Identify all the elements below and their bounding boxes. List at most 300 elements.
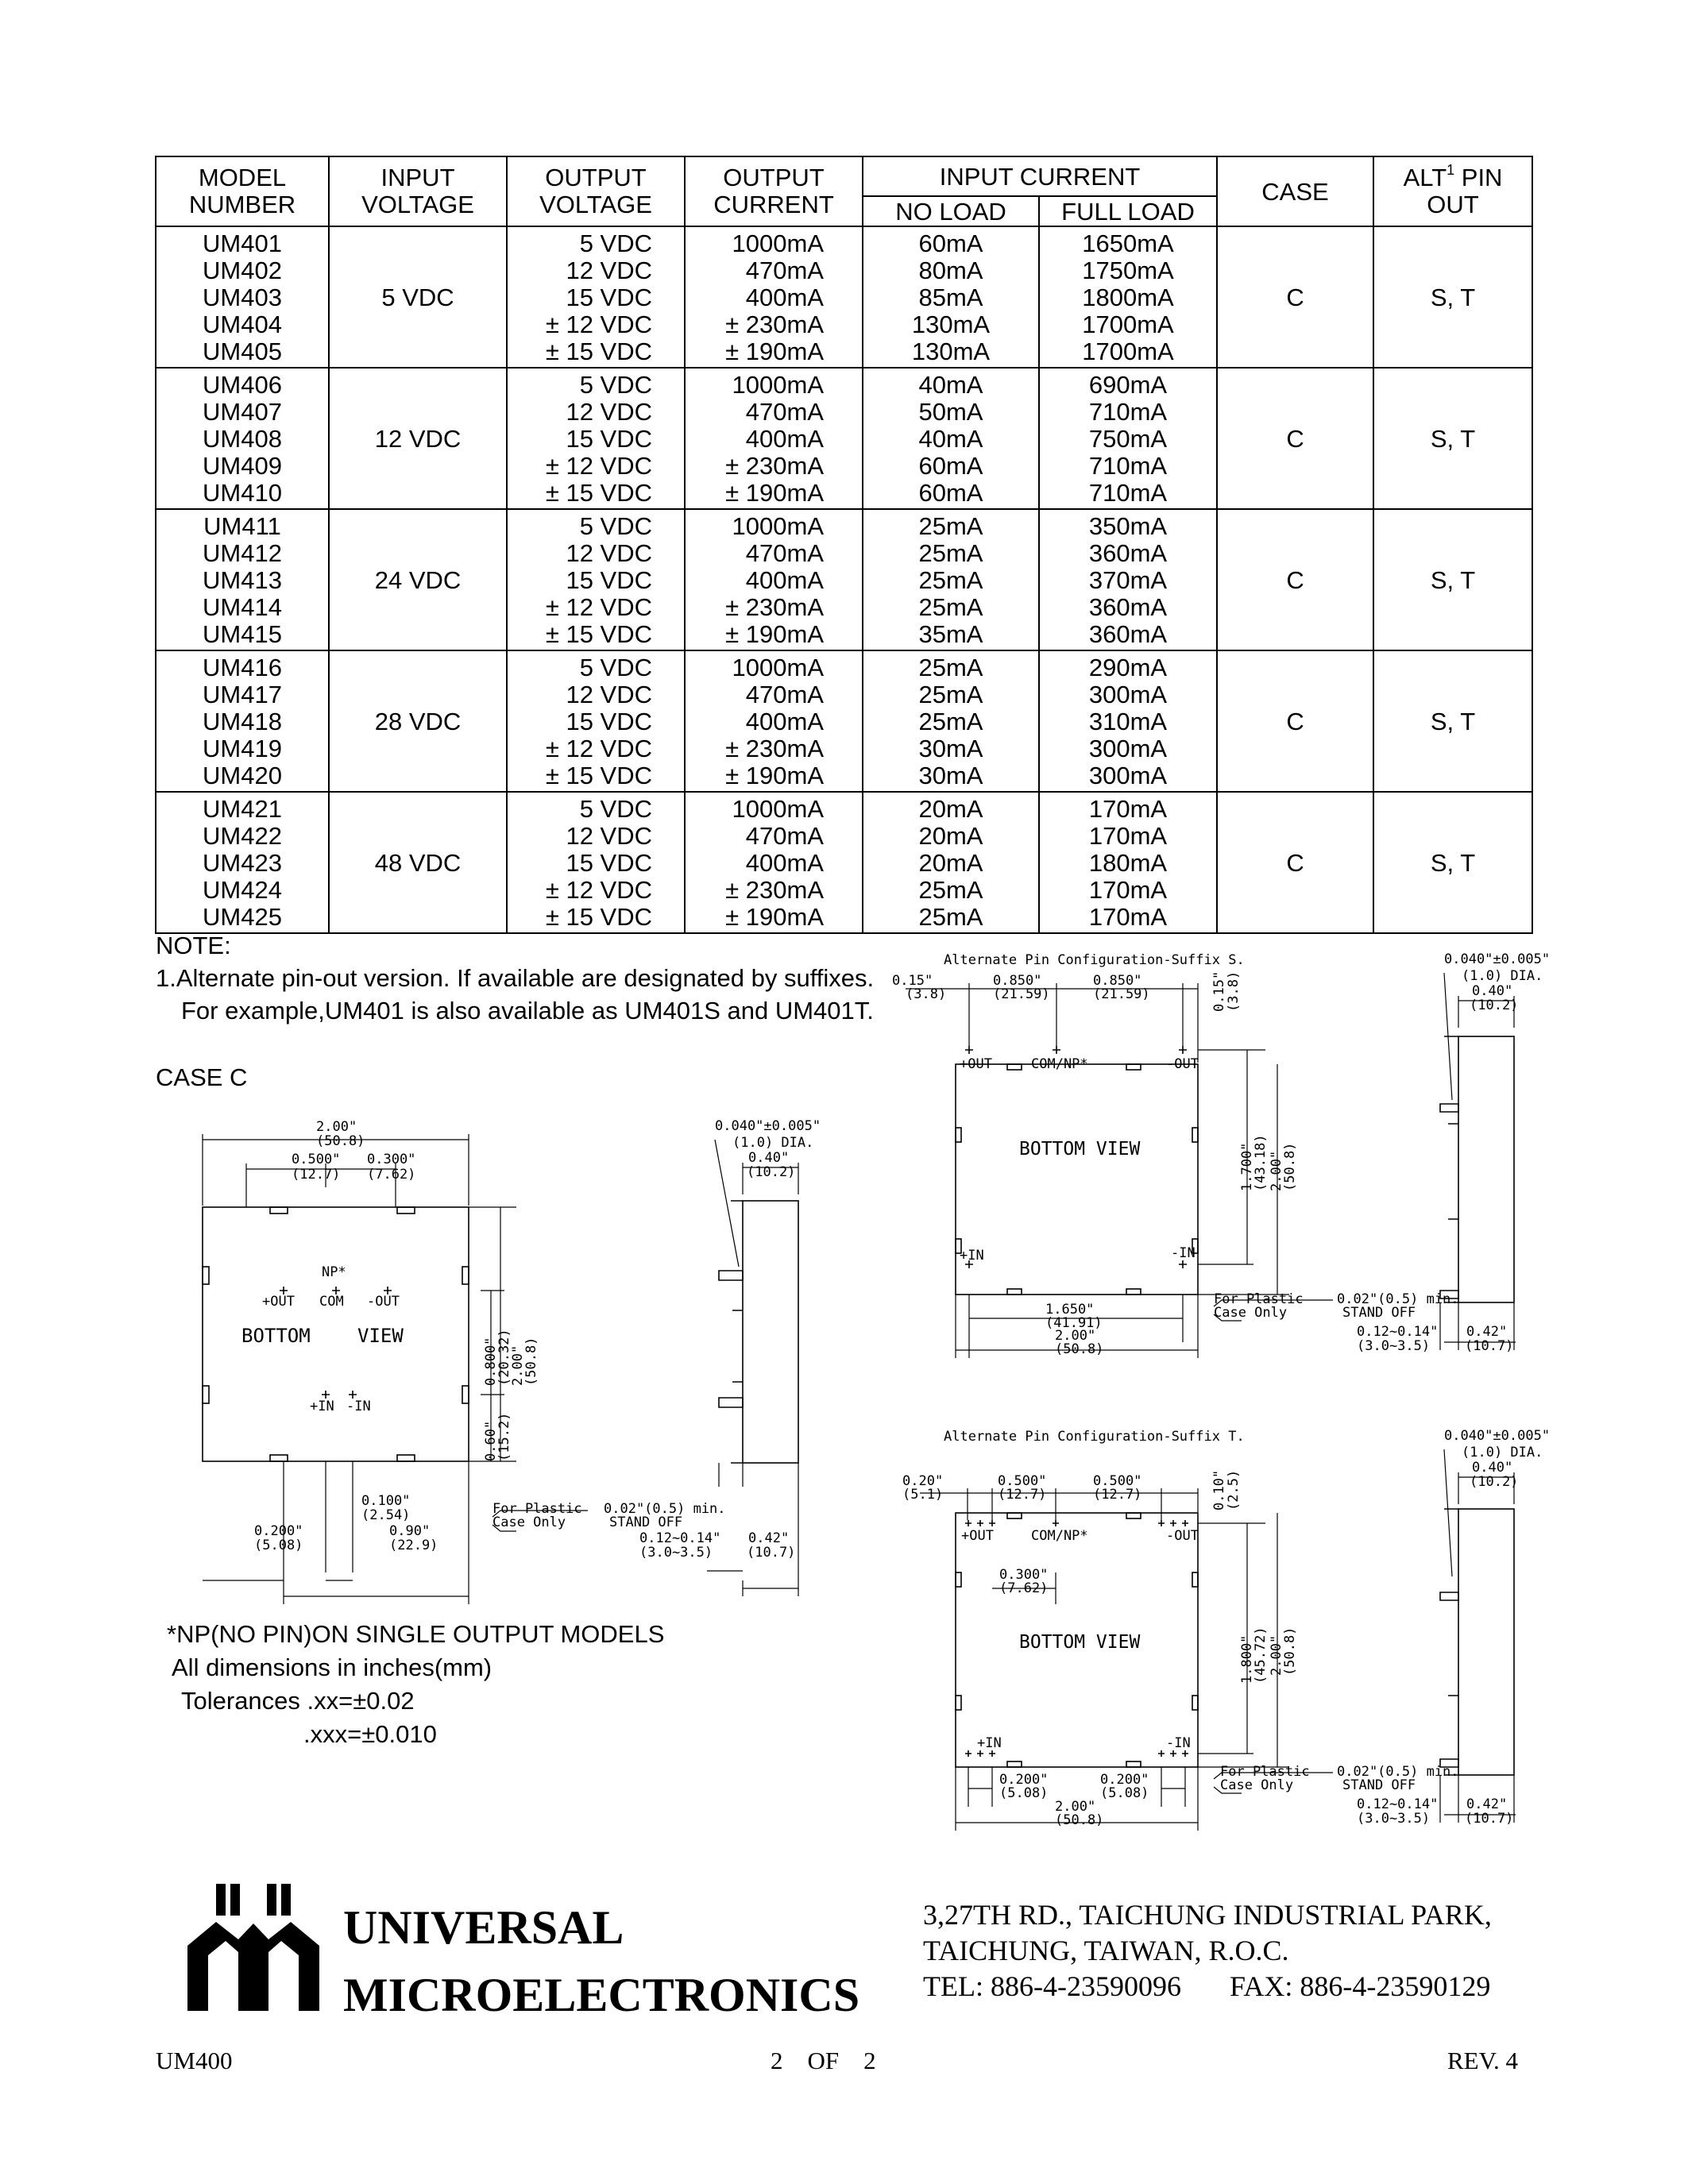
s-pin-len-mm: (10.2): [1470, 997, 1519, 1013]
output-current-cell-value: ± 230mA: [725, 311, 824, 338]
full-load-cell-value: 710mA: [1088, 398, 1168, 426]
s-height-range: 0.12~0.14": [1357, 1324, 1439, 1340]
output-voltage-cell-value: 15 VDC: [566, 708, 652, 735]
table-group-row: [156, 368, 1532, 509]
c-view-label: VIEW: [357, 1325, 404, 1347]
output-voltage-cell-value: ± 12 VDC: [545, 876, 652, 904]
model-number-cell-value: UM422: [203, 822, 282, 850]
no-load-cell-value: 25mA: [918, 903, 983, 931]
no-load-cell-value: 60mA: [918, 452, 983, 480]
output-current-cell: [685, 368, 863, 509]
suffix-s-body: [956, 1064, 1198, 1295]
t-d4-mm: (2.5): [1226, 1469, 1242, 1511]
no-load-cell-value: 35mA: [918, 620, 983, 648]
c-dim-c-mm: (2.54): [361, 1507, 411, 1523]
output-voltage-cell: [507, 792, 685, 933]
output-voltage-cell-value: ± 15 VDC: [545, 479, 652, 507]
c-height-range-mm: (3.0~3.5): [639, 1545, 713, 1561]
c-dim-e-mm: (22.9): [389, 1538, 438, 1553]
model-number-cell-value: UM417: [203, 681, 282, 708]
s-height-range-mm: (3.0~3.5): [1357, 1338, 1431, 1354]
output-voltage-cell-value: 12 VDC: [566, 539, 652, 567]
s-v2: 2.00": [1269, 1150, 1284, 1191]
s-title: Alternate Pin Configuration-Suffix S.: [944, 952, 1245, 968]
t-in-minus: -IN: [1166, 1735, 1191, 1751]
model-number-cell-value: UM414: [203, 593, 282, 621]
dimensions-note: All dimensions in inches(mm): [172, 1653, 492, 1681]
output-current-cell-value: 1000mA: [732, 230, 824, 257]
model-number-cell-value: UM407: [203, 398, 282, 426]
full-load-cell-value: 300mA: [1088, 762, 1168, 789]
no-load-cell-value: 25mA: [918, 876, 983, 904]
output-current-cell-value: ± 230mA: [725, 452, 824, 480]
header-alt-pin-out: ALT$^1$ PIN OUT: [1373, 156, 1532, 226]
c-dim-b: 0.300": [367, 1152, 416, 1167]
company-name-line-2: MICROELECTRONICS: [343, 1969, 860, 2021]
model-number-cell-value: UM402: [203, 257, 282, 284]
model-number-cell-value: UM423: [203, 849, 282, 877]
header-input-current: INPUT CURRENT: [863, 156, 1217, 196]
c-thickness: 0.42": [748, 1530, 790, 1546]
footer-page-number: 2 OF 2: [771, 2047, 876, 2074]
model-number-cell-value: UM408: [203, 425, 282, 453]
model-number-cell-value: UM401: [203, 230, 282, 257]
company-name-line-1: UNIVERSAL: [343, 1901, 624, 1954]
no-load-cell-value: 30mA: [918, 762, 983, 789]
model-number-cell-value: UM403: [203, 284, 282, 311]
full-load-cell-value: 290mA: [1088, 654, 1168, 681]
no-load-cell-value: 25mA: [918, 681, 983, 708]
model-number-cell-value: UM412: [203, 539, 282, 567]
s-standoff-2: STAND OFF: [1342, 1305, 1416, 1321]
table-group-row: [156, 650, 1532, 792]
footer-doc-id: UM400: [156, 2047, 233, 2074]
output-current-cell-value: ± 190mA: [725, 620, 824, 648]
note-line-1: 1.Alternate pin-out version. If available are designated by suffixes.: [156, 964, 875, 992]
s-bottom-view: BOTTOM VIEW: [1019, 1139, 1141, 1160]
t-thickness-mm: (10.7): [1465, 1811, 1514, 1827]
output-voltage-cell-value: ± 15 VDC: [545, 903, 652, 931]
model-number-cell-value: UM420: [203, 762, 282, 789]
c-dim-v2-mm: (50.8): [523, 1337, 539, 1386]
output-current-cell-value: ± 230mA: [725, 735, 824, 762]
case-c-drawing: [159, 1112, 874, 1588]
output-current-cell-value: 470mA: [745, 257, 824, 284]
header-output-current: OUTPUT CURRENT: [685, 156, 863, 226]
s-v1: 1.700": [1239, 1142, 1255, 1191]
no-load-cell: [863, 226, 1039, 368]
t-out-minus: -OUT: [1166, 1528, 1199, 1544]
full-load-cell-value: 750mA: [1088, 425, 1168, 453]
t-out-plus: +OUT: [961, 1528, 994, 1544]
model-number-cell: [156, 368, 329, 509]
s-d2: 0.850": [993, 973, 1042, 989]
full-load-cell: [1039, 368, 1217, 509]
c-dim-v3: 0.60": [483, 1420, 499, 1461]
t-h2-mm: (5.08): [1100, 1785, 1149, 1801]
model-number-cell-value: UM418: [203, 708, 282, 735]
output-voltage-cell-value: 15 VDC: [566, 849, 652, 877]
no-load-cell-value: 25mA: [918, 539, 983, 567]
t-h1-mm: (5.08): [999, 1785, 1049, 1801]
alt-pin-out-cell: S, T: [1373, 368, 1532, 509]
c-dim-v2: 2.00": [510, 1345, 526, 1386]
case-c-label: CASE C: [156, 1063, 248, 1091]
output-voltage-cell: [507, 368, 685, 509]
output-voltage-cell-value: 15 VDC: [566, 284, 652, 311]
output-current-cell-value: ± 190mA: [725, 903, 824, 931]
output-current-cell-value: ± 230mA: [725, 876, 824, 904]
output-current-cell-value: ± 190mA: [725, 479, 824, 507]
t-plastic-2: Case Only: [1220, 1777, 1294, 1793]
header-input-voltage: INPUT VOLTAGE: [329, 156, 507, 226]
model-number-cell-value: UM410: [203, 479, 282, 507]
table-group-row: [156, 226, 1532, 368]
input-voltage-cell: 48 VDC: [329, 792, 507, 933]
no-load-cell: [863, 368, 1039, 509]
output-current-cell-value: 470mA: [745, 539, 824, 567]
c-np-label: NP*: [322, 1264, 346, 1280]
full-load-cell-value: 710mA: [1088, 452, 1168, 480]
full-load-cell-value: 1750mA: [1082, 257, 1174, 284]
c-pin-len-mm: (10.2): [747, 1164, 796, 1180]
output-current-cell-value: 400mA: [745, 566, 824, 594]
c-thickness-mm: (10.7): [747, 1545, 796, 1561]
s-out-minus: -OUT: [1166, 1056, 1199, 1072]
c-standoff: 0.02"(0.5) min.: [604, 1501, 726, 1517]
c-pin-dia: 0.040"±0.005": [715, 1118, 821, 1134]
output-current-cell-value: 470mA: [745, 822, 824, 850]
t-in-plus: +IN: [977, 1735, 1002, 1751]
full-load-cell-value: 1800mA: [1082, 284, 1174, 311]
s-plastic-1: For Plastic: [1214, 1291, 1304, 1307]
full-load-cell: [1039, 792, 1217, 933]
t-title: Alternate Pin Configuration-Suffix T.: [944, 1429, 1245, 1445]
no-load-cell-value: 25mA: [918, 654, 983, 681]
c-pin-dia-mm: (1.0) DIA.: [732, 1135, 814, 1151]
model-number-cell-value: UM416: [203, 654, 282, 681]
output-voltage-cell-value: ± 12 VDC: [545, 311, 652, 338]
full-load-cell-value: 300mA: [1088, 735, 1168, 762]
output-voltage-cell-value: ± 15 VDC: [545, 762, 652, 789]
output-current-cell-value: 400mA: [745, 425, 824, 453]
header-full-load: FULL LOAD: [1039, 196, 1217, 226]
output-current-cell-value: 400mA: [745, 284, 824, 311]
output-voltage-cell-value: 15 VDC: [566, 566, 652, 594]
model-number-cell-value: UM405: [203, 338, 282, 365]
c-dim-v3-mm: (15.2): [496, 1412, 512, 1461]
model-number-cell: [156, 226, 329, 368]
t-pin-dia: 0.040"±0.005": [1444, 1428, 1551, 1444]
s-pin-dia-mm: (1.0) DIA.: [1462, 968, 1543, 984]
np-note: *NP(NO PIN)ON SINGLE OUTPUT MODELS: [167, 1620, 665, 1648]
c-dim-width-mm: (50.8): [316, 1133, 365, 1149]
s-d4-mm: (3.8): [1226, 970, 1242, 1012]
c-dim-width: 2.00": [316, 1119, 357, 1135]
c-plastic-2: Case Only: [492, 1515, 566, 1530]
output-current-cell-value: 1000mA: [732, 654, 824, 681]
tolerance-xx: Tolerances .xx=±0.02: [181, 1687, 415, 1715]
no-load-cell: [863, 509, 1039, 650]
no-load-cell-value: 60mA: [918, 230, 983, 257]
c-dim-v1: 0.800": [483, 1337, 499, 1386]
c-dim-d-mm: (5.08): [254, 1538, 303, 1553]
output-voltage-cell-value: ± 12 VDC: [545, 593, 652, 621]
full-load-cell: [1039, 650, 1217, 792]
full-load-cell-value: 360mA: [1088, 620, 1168, 648]
output-current-cell-value: 470mA: [745, 681, 824, 708]
c-out-plus: +OUT: [262, 1294, 295, 1310]
model-number-cell: [156, 650, 329, 792]
case-cell: C: [1217, 792, 1373, 933]
t-d4: 0.10": [1211, 1469, 1227, 1511]
no-load-cell-value: 60mA: [918, 479, 983, 507]
output-voltage-cell-value: ± 12 VDC: [545, 735, 652, 762]
t-com: COM/NP*: [1031, 1528, 1088, 1544]
output-voltage-cell: [507, 509, 685, 650]
c-dim-a-mm: (12.7): [292, 1167, 341, 1183]
alt-pin-out-cell: S, T: [1373, 509, 1532, 650]
c-com: COM: [319, 1294, 344, 1310]
c-standoff-2: STAND OFF: [609, 1515, 683, 1530]
full-load-cell: [1039, 226, 1217, 368]
input-voltage-cell: 28 VDC: [329, 650, 507, 792]
model-number-cell-value: UM409: [203, 452, 282, 480]
s-h2: 2.00": [1055, 1328, 1096, 1344]
full-load-cell-value: 170mA: [1088, 903, 1168, 931]
t-d1: 0.20": [902, 1473, 944, 1489]
output-voltage-cell-value: 12 VDC: [566, 257, 652, 284]
full-load-cell-value: 1700mA: [1082, 311, 1174, 338]
tolerance-xxx: .xxx=±0.010: [303, 1720, 437, 1748]
full-load-cell-value: 170mA: [1088, 876, 1168, 904]
t-v2: 2.00": [1269, 1634, 1284, 1676]
input-voltage-cell: 12 VDC: [329, 368, 507, 509]
header-output-voltage: OUTPUT VOLTAGE: [507, 156, 685, 226]
model-number-cell-value: UM419: [203, 735, 282, 762]
model-number-cell: [156, 792, 329, 933]
suffix-s-drawing: [888, 945, 1551, 1374]
c-dim-c: 0.100": [361, 1493, 411, 1509]
output-voltage-cell-value: 5 VDC: [579, 512, 652, 540]
output-current-cell: [685, 226, 863, 368]
c-dim-a: 0.500": [292, 1152, 341, 1167]
alt-pin-out-cell: S, T: [1373, 792, 1532, 933]
telephone: TEL: 886-4-23590096: [923, 1970, 1181, 2002]
output-voltage-cell-value: 12 VDC: [566, 398, 652, 426]
t-pin-len: 0.40": [1472, 1460, 1513, 1476]
output-current-cell-value: ± 190mA: [725, 338, 824, 365]
suffix-t-drawing: [888, 1422, 1551, 1850]
t-d5: 0.300": [999, 1567, 1049, 1583]
full-load-cell-value: 1700mA: [1082, 338, 1174, 365]
t-standoff: 0.02"(0.5) min.: [1337, 1764, 1459, 1780]
no-load-cell-value: 85mA: [918, 284, 983, 311]
c-out-minus: -OUT: [367, 1294, 400, 1310]
case-cell: C: [1217, 226, 1373, 368]
model-number-cell-value: UM424: [203, 876, 282, 904]
s-standoff: 0.02"(0.5) min.: [1337, 1291, 1459, 1307]
c-height-range: 0.12~0.14": [639, 1530, 721, 1546]
output-current-cell-value: 470mA: [745, 398, 824, 426]
no-load-cell-value: 130mA: [911, 311, 991, 338]
full-load-cell-value: 690mA: [1088, 371, 1168, 399]
no-load-cell-value: 130mA: [911, 338, 991, 365]
c-pin-len: 0.40": [748, 1150, 790, 1166]
t-v1: 1.800": [1239, 1634, 1255, 1684]
address-line-1: 3,27TH RD., TAICHUNG INDUSTRIAL PARK,: [923, 1899, 1492, 1931]
table-group-row: [156, 792, 1532, 933]
full-load-cell-value: 350mA: [1088, 512, 1168, 540]
t-d3: 0.500": [1093, 1473, 1142, 1489]
table-group-row: [156, 509, 1532, 650]
alt-pin-out-cell: S, T: [1373, 650, 1532, 792]
s-h2-mm: (50.8): [1055, 1341, 1104, 1357]
s-thickness: 0.42": [1466, 1324, 1508, 1340]
c-dim-b-mm: (7.62): [367, 1167, 416, 1183]
spec-table: [155, 156, 1533, 934]
no-load-cell-value: 20mA: [918, 849, 983, 877]
c-in-plus: +IN: [310, 1399, 334, 1414]
s-d1-mm: (3.8): [906, 986, 947, 1002]
c-bottom-label: BOTTOM: [241, 1325, 311, 1347]
s-h1: 1.650": [1045, 1302, 1095, 1318]
t-bottom-view: BOTTOM VIEW: [1019, 1632, 1141, 1653]
model-number-cell-value: UM415: [203, 620, 282, 648]
model-number-cell-value: UM421: [203, 795, 282, 823]
output-current-cell: [685, 509, 863, 650]
output-voltage-cell-value: ± 15 VDC: [545, 338, 652, 365]
s-d3: 0.850": [1093, 973, 1142, 989]
no-load-cell: [863, 792, 1039, 933]
t-pin-len-mm: (10.2): [1470, 1474, 1519, 1490]
t-d2-mm: (12.7): [998, 1487, 1047, 1503]
address-line-2: TAICHUNG, TAIWAN, R.O.C.: [923, 1935, 1289, 1966]
output-current-cell-value: 1000mA: [732, 512, 824, 540]
c-plastic-1: For Plastic: [492, 1501, 582, 1517]
s-plastic-2: Case Only: [1214, 1305, 1288, 1321]
t-pin-dia-mm: (1.0) DIA.: [1462, 1445, 1543, 1461]
full-load-cell-value: 360mA: [1088, 593, 1168, 621]
s-in-plus: +IN: [960, 1248, 984, 1264]
model-number-cell: [156, 509, 329, 650]
case-cell: C: [1217, 509, 1373, 650]
model-number-cell-value: UM411: [203, 512, 281, 540]
output-voltage-cell-value: ± 12 VDC: [545, 452, 652, 480]
full-load-cell-value: 360mA: [1088, 539, 1168, 567]
full-load-cell-value: 370mA: [1088, 566, 1168, 594]
table-body: [156, 226, 1532, 933]
alt-pin-out-cell: S, T: [1373, 226, 1532, 368]
s-d4: 0.15": [1211, 970, 1227, 1012]
s-com: COM/NP*: [1031, 1056, 1088, 1072]
t-standoff-2: STAND OFF: [1342, 1777, 1416, 1793]
model-number-cell-value: UM406: [203, 371, 282, 399]
s-v1-mm: (43.18): [1253, 1134, 1269, 1191]
t-h3: 2.00": [1055, 1799, 1096, 1815]
t-thickness: 0.42": [1466, 1796, 1508, 1812]
output-voltage-cell-value: 5 VDC: [579, 230, 652, 257]
output-current-cell-value: ± 190mA: [725, 762, 824, 789]
t-v1-mm: (45.72): [1253, 1626, 1269, 1684]
no-load-cell-value: 25mA: [918, 512, 983, 540]
input-voltage-cell: 24 VDC: [329, 509, 507, 650]
s-in-minus: -IN: [1171, 1245, 1196, 1261]
s-thickness-mm: (10.7): [1465, 1338, 1514, 1354]
output-current-cell-value: ± 230mA: [725, 593, 824, 621]
company-logo: [187, 1884, 319, 2011]
t-height-range: 0.12~0.14": [1357, 1796, 1439, 1812]
output-voltage-cell-value: ± 15 VDC: [545, 620, 652, 648]
output-voltage-cell-value: 12 VDC: [566, 822, 652, 850]
output-current-cell: [685, 650, 863, 792]
t-height-range-mm: (3.0~3.5): [1357, 1811, 1431, 1827]
full-load-cell-value: 170mA: [1088, 822, 1168, 850]
s-out-plus: +OUT: [960, 1056, 992, 1072]
no-load-cell-value: 80mA: [918, 257, 983, 284]
full-load-cell-value: 1650mA: [1082, 230, 1174, 257]
t-d2: 0.500": [998, 1473, 1047, 1489]
output-current-cell-value: 400mA: [745, 849, 824, 877]
full-load-cell-value: 300mA: [1088, 681, 1168, 708]
output-current-cell-value: 1000mA: [732, 795, 824, 823]
full-load-cell-value: 170mA: [1088, 795, 1168, 823]
output-voltage-cell-value: 5 VDC: [579, 654, 652, 681]
t-v2-mm: (50.8): [1282, 1626, 1298, 1676]
t-d1-mm: (5.1): [902, 1487, 944, 1503]
s-h1-mm: (41.91): [1045, 1315, 1103, 1331]
no-load-cell-value: 20mA: [918, 795, 983, 823]
s-d3-mm: (21.59): [1093, 986, 1150, 1002]
output-voltage-cell-value: 5 VDC: [579, 795, 652, 823]
c-dim-e: 0.90": [389, 1523, 431, 1539]
t-h1: 0.200": [999, 1772, 1049, 1788]
model-number-cell-value: UM413: [203, 566, 282, 594]
output-voltage-cell-value: 12 VDC: [566, 681, 652, 708]
full-load-cell-value: 710mA: [1088, 479, 1168, 507]
no-load-cell-value: 40mA: [918, 371, 983, 399]
no-load-cell-value: 25mA: [918, 593, 983, 621]
fax: FAX: 886-4-23590129: [1230, 1970, 1491, 2002]
no-load-cell-value: 30mA: [918, 735, 983, 762]
full-load-cell-value: 310mA: [1088, 708, 1168, 735]
header-case: CASE: [1217, 156, 1373, 226]
no-load-cell-value: 25mA: [918, 708, 983, 735]
input-voltage-cell: 5 VDC: [329, 226, 507, 368]
output-current-cell-value: 400mA: [745, 708, 824, 735]
note-line-2: For example,UM401 is also available as UM401S and UM401T.: [181, 997, 874, 1024]
output-current-cell: [685, 792, 863, 933]
s-v2-mm: (50.8): [1282, 1142, 1298, 1191]
footer-revision: REV. 4: [1447, 2047, 1519, 2074]
t-plastic-1: For Plastic: [1220, 1764, 1310, 1780]
s-pin-dia: 0.040"±0.005": [1444, 951, 1551, 967]
c-dim-d: 0.200": [254, 1523, 303, 1539]
no-load-cell: [863, 650, 1039, 792]
header-no-load: NO LOAD: [863, 196, 1039, 226]
t-d5-mm: (7.62): [999, 1580, 1049, 1596]
t-d3-mm: (12.7): [1093, 1487, 1142, 1503]
no-load-cell-value: 20mA: [918, 822, 983, 850]
note-title: NOTE:: [156, 932, 231, 959]
c-dim-v1-mm: (20.32): [496, 1329, 512, 1386]
output-voltage-cell: [507, 650, 685, 792]
no-load-cell-value: 25mA: [918, 566, 983, 594]
s-pin-len: 0.40": [1472, 983, 1513, 999]
header-model: MODEL NUMBER: [156, 156, 329, 226]
output-voltage-cell-value: 5 VDC: [579, 371, 652, 399]
no-load-cell-value: 50mA: [918, 398, 983, 426]
